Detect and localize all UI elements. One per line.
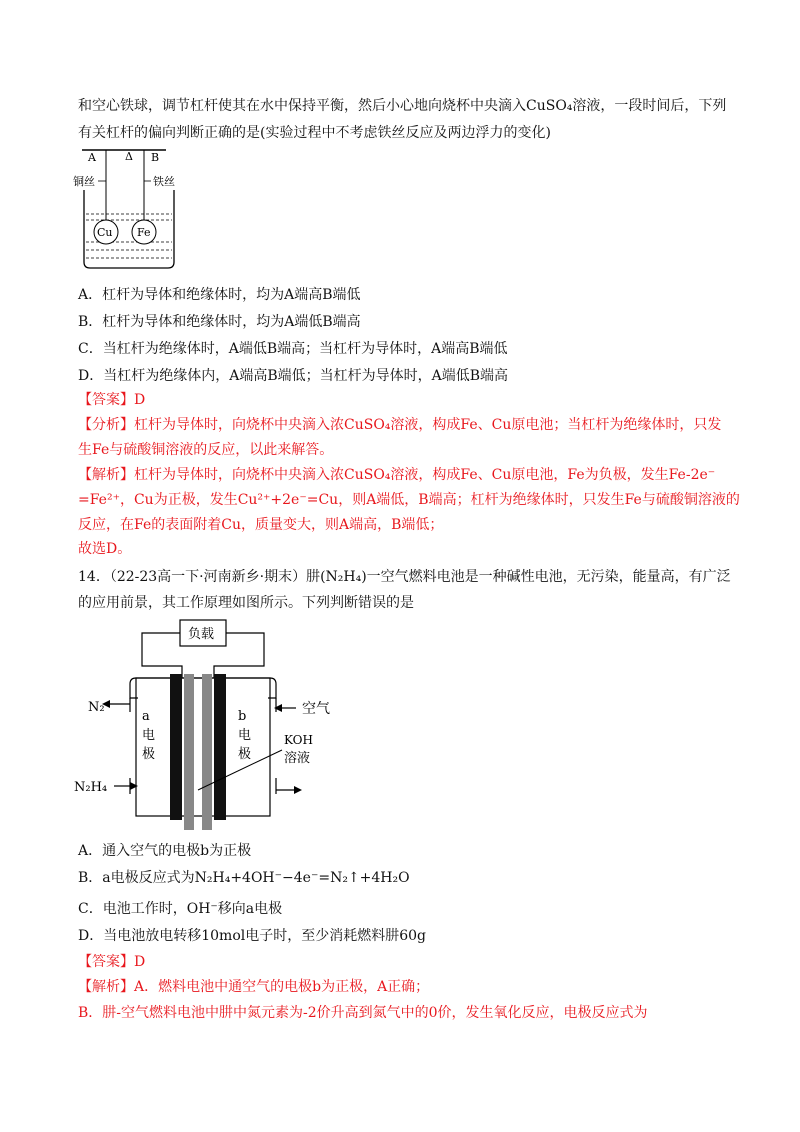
q14-option-c: C．电池工作时，OH⁻移向a电极 [78, 901, 283, 917]
q14-solution-line-2: B．肼-空气燃料电池中肼中氮元素为-2价升高到氮气中的0价，发生氧化反应，电极反应式为 [78, 1005, 648, 1021]
q13-option-d: D．当杠杆为绝缘体内，A端高B端低；当杠杆为导体时，A端低B端高 [78, 368, 509, 384]
q13-analysis-line-1: 【分析】杠杆为导体时，向烧杯中央滴入浓CuSO₄溶液，构成Fe、Cu原电池；当杠杆为绝缘体时，只发 [78, 417, 722, 433]
q14-option-a: A．通入空气的电极b为正极 [78, 843, 252, 859]
electrode-a-char-2: 极 [142, 747, 156, 762]
q14-answer: 【答案】D [78, 954, 146, 970]
electrode-a-plate [170, 674, 182, 820]
q13-option-c: C．当杠杆为绝缘体时，A端低B端高；当杠杆为导体时，A端高B端低 [78, 341, 508, 357]
membrane-right [202, 674, 212, 830]
q14-option-b: B．a电极反应式为N₂H₄+4OH⁻−4e⁻=N₂↑+4H₂O [78, 870, 410, 886]
koh-label: KOH [284, 733, 313, 747]
load-label: 负载 [188, 627, 215, 642]
electrode-a-letter: a [142, 709, 150, 724]
electrode-b-plate [214, 674, 226, 820]
q14-option-d: D．当电池放电转移10mol电子时，至少消耗燃料肼60g [78, 928, 426, 944]
electrode-a-char-1: 电 [142, 728, 156, 743]
q13-answer: 【答案】D [78, 392, 146, 408]
q14-solution-line-1: 【解析】A．燃料电池中通空气的电极b为正极，A正确； [78, 979, 430, 995]
iron-wire-label: 铁丝 [153, 175, 175, 188]
q13-solution-line-1: 【解析】杠杆为导体时，向烧杯中央滴入浓CuSO₄溶液，构成Fe、Cu原电池，Fe为负极，发生Fe-2e⁻ [78, 467, 716, 483]
q13-solution-line-4: 故选D。 [78, 541, 132, 557]
air-label: 空气 [302, 701, 330, 717]
electrode-b-char-1: 电 [238, 728, 252, 743]
q13-analysis-line-2: 生Fe与硫酸铜溶液的反应，以此来解答。 [78, 442, 334, 458]
q13-solution-line-2: =Fe²⁺，Cu为正极，发生Cu²⁺+2e⁻=Cu，则A端低，B端高；杠杆为绝缘体时，只发生Fe与硫酸铜溶液的 [78, 492, 740, 508]
membrane-left [184, 674, 194, 830]
q13-stem-line-1: 和空心铁球，调节杠杆使其在水中保持平衡，然后小心地向烧杯中央滴入CuSO₄溶液，一段时间后，下列 [78, 98, 727, 114]
q14-stem-line-2: 的应用前景，其工作原理如图所示。下列判断错误的是 [78, 595, 414, 611]
q14-stem-line-1: 14．（22-23高一下·河南新乡·期末）肼(N₂H₄)一空气燃料电池是一种碱性电池，无污染，能量高，有广泛 [78, 569, 731, 585]
iron-ball-label: Fe [137, 226, 151, 239]
fuel-cell-figure [70, 612, 350, 830]
q13-option-a: A．杠杆为导体和绝缘体时，均为A端高B端低 [78, 287, 361, 303]
fulcrum-symbol: Δ [125, 150, 133, 163]
electrode-b-letter: b [238, 709, 247, 724]
electrode-b-char-2: 极 [238, 747, 252, 762]
lever-end-a-label: A [88, 151, 96, 164]
lever-beaker-figure [73, 146, 188, 272]
q13-solution-line-3: 反应，在Fe的表面附着Cu，质量变大，则A端高，B端低； [78, 517, 444, 533]
solution-label: 溶液 [284, 751, 311, 766]
copper-ball-label: Cu [97, 226, 113, 239]
q13-option-b: B．杠杆为导体和绝缘体时，均为A端低B端高 [78, 314, 361, 330]
n2h4-label: N₂H₄ [74, 780, 108, 795]
copper-wire-label: 铜丝 [73, 175, 95, 188]
lever-end-b-label: B [151, 151, 160, 164]
q13-stem-line-2: 有关杠杆的偏向判断正确的是(实验过程中不考虑铁丝反应及两边浮力的变化) [78, 125, 551, 141]
n2-label: N₂ [88, 700, 105, 715]
